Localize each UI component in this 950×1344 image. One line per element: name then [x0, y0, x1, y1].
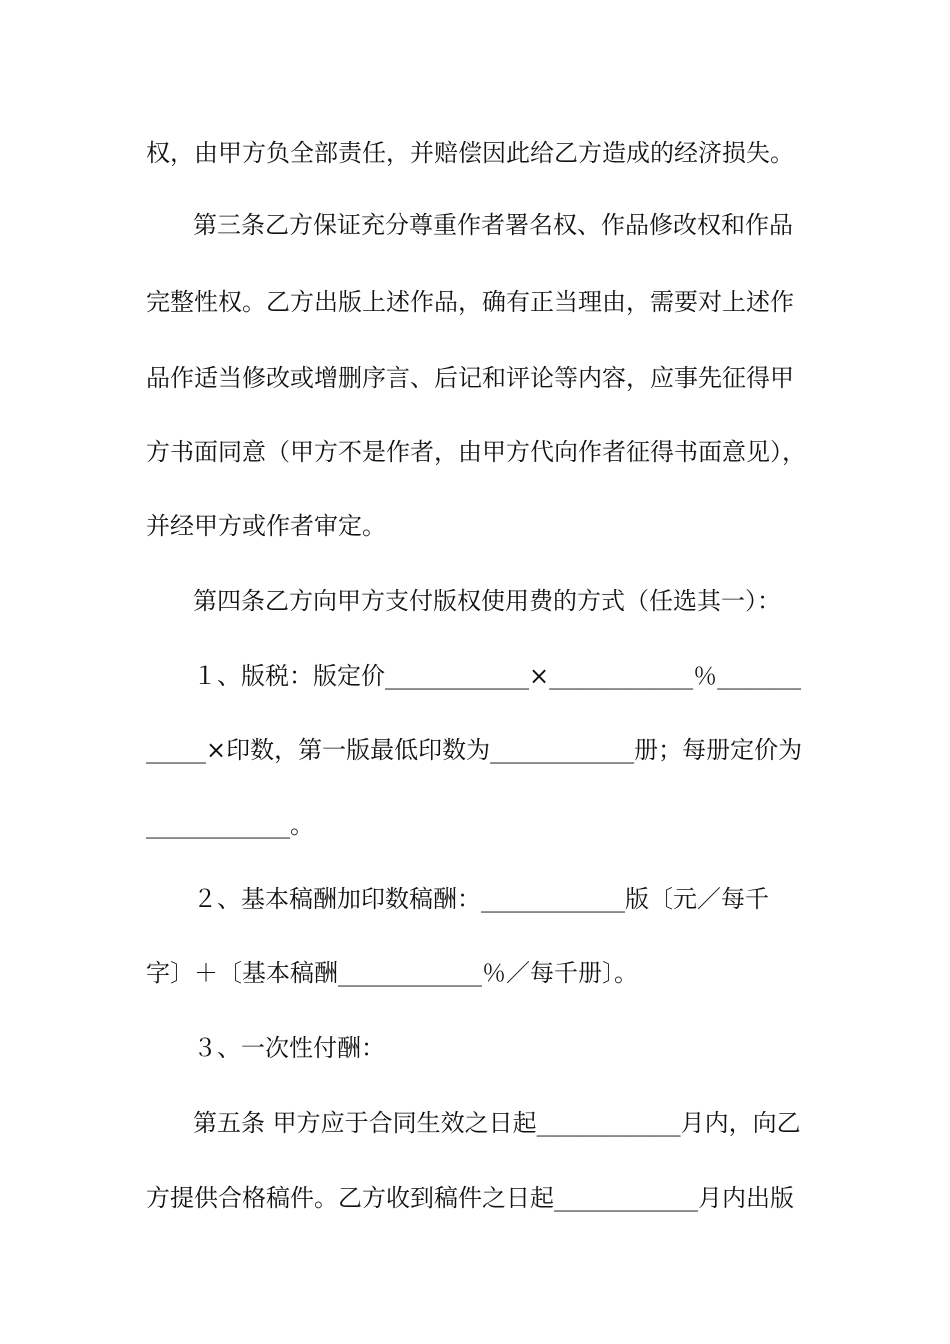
royalty-option-2-line: ２、基本稿酬加印数稿酬：____________版〔元／每千: [193, 885, 769, 913]
article-5-heading-line: 第五条 甲方应于合同生效之日起____________月内，向乙: [193, 1109, 801, 1137]
text-line-9: _____×印数，第一版最低印数为____________册；每册定价为: [146, 736, 803, 764]
text-line-1: 权，由甲方负全部责任，并赔偿因此给乙方造成的经济损失。: [146, 139, 794, 167]
royalty-option-3-line: ３、一次性付酬：: [193, 1034, 385, 1062]
text-line-15: 方提供合格稿件。乙方收到稿件之日起____________月内出版: [146, 1184, 794, 1212]
article-4-heading-line: 第四条乙方向甲方支付版权使用费的方式（任选其一）：: [193, 587, 781, 615]
text-line-10: ____________。: [146, 811, 314, 839]
text-line-4: 品作适当修改或增删序言、后记和评论等内容，应事先征得甲: [146, 364, 794, 392]
text-line-3: 完整性权。乙方出版上述作品，确有正当理由，需要对上述作: [146, 288, 794, 316]
royalty-option-1-line: １、版税：版定价____________×____________％_______: [193, 662, 802, 690]
article-3-heading-line: 第三条乙方保证充分尊重作者署名权、作品修改权和作品: [193, 211, 793, 239]
text-line-5: 方书面同意（甲方不是作者，由甲方代向作者征得书面意见），: [146, 438, 806, 466]
text-line-6: 并经甲方或作者审定。: [146, 512, 386, 540]
text-line-12: 字〕＋〔基本稿酬____________％／每千册〕。: [146, 959, 638, 987]
